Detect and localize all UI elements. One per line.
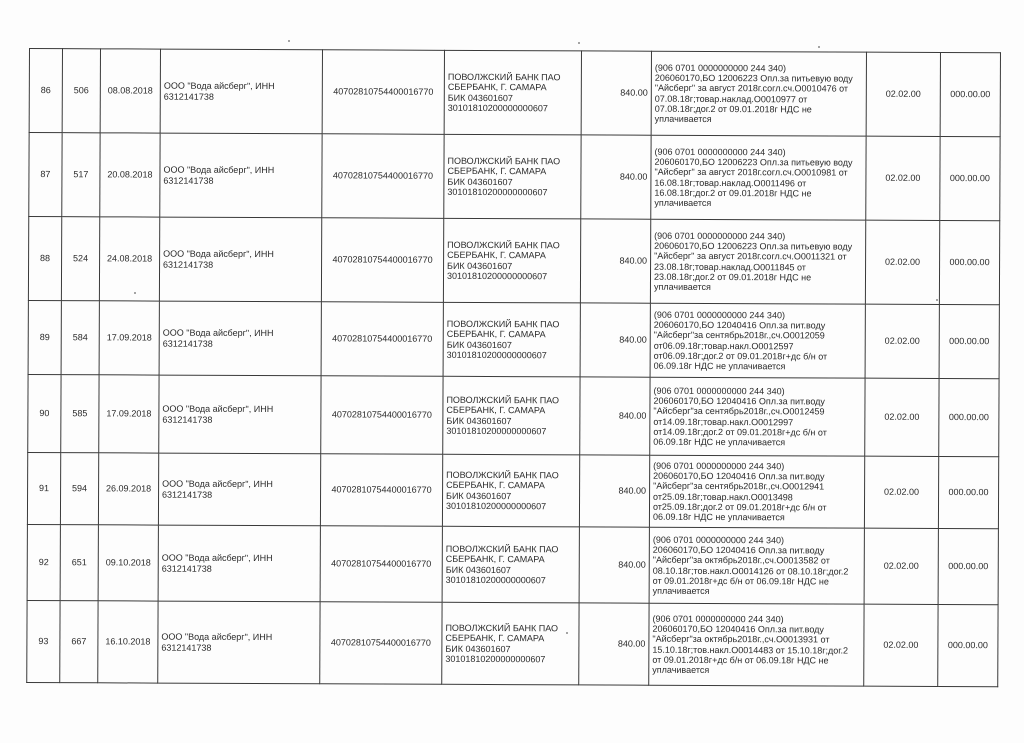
purpose-line: (906 0701 0000000000 244 340)	[654, 230, 786, 242]
table-row	[28, 300, 999, 378]
purpose-line: (906 0701 0000000000 244 340)	[654, 62, 787, 74]
document-number: 651	[60, 525, 98, 601]
account-number: 40702810754400016770	[320, 526, 442, 603]
purpose-line: 16.08.18г;дог.2 от 09.01.2018г НДС не	[654, 187, 812, 199]
payment-date: 17.09.2018	[99, 301, 159, 375]
payment-purpose	[649, 603, 864, 686]
secondary-code: 000.00.00	[940, 52, 1000, 136]
purpose-line: (906 0701 0000000000 244 340)	[653, 460, 785, 472]
payment-date: 09.10.2018	[98, 525, 158, 601]
payee-name: ООО "Вода айсберг", ИНН 6312141738	[160, 49, 322, 134]
payment-purpose	[650, 219, 865, 304]
scan-speck	[288, 40, 290, 42]
payment-date: 17.09.2018	[99, 375, 159, 453]
budget-code: 02.02.00	[865, 378, 939, 456]
scan-speck	[566, 632, 568, 634]
purpose-line: 206060170,БО 12040416 Опл.за пит.воду	[653, 395, 825, 407]
scan-speck	[578, 42, 580, 44]
purpose-line: 206060170,БО 12040416 Опл.за пит.воду	[653, 470, 825, 482]
payee-name: ООО "Вода айсберг", ИНН 6312141738	[159, 301, 321, 376]
bank-details	[443, 218, 580, 303]
budget-code: 02.02.00	[865, 220, 939, 304]
purpose-line: (906 0701 0000000000 244 340)	[654, 146, 786, 158]
payee-name: ООО "Вода айсберг", ИНН 6312141738	[159, 217, 321, 302]
row-number: 91	[27, 452, 60, 524]
purpose-line: (906 0701 0000000000 244 340)	[652, 613, 784, 625]
account-number: 40702810754400016770	[321, 302, 443, 377]
bank-details	[442, 454, 579, 527]
bank-details	[444, 134, 581, 219]
row-number: 86	[29, 49, 62, 133]
purpose-line: "Айсберг"за сентябрь2018г.,сч.О0012941	[653, 481, 825, 492]
bank-detail-line: 30101810200000000607	[446, 349, 547, 360]
purpose-line: уплачивается	[652, 664, 710, 675]
bank-detail-line: ПОВОЛЖСКИЙ БАНК ПАО	[447, 155, 561, 167]
secondary-code: 000.00.00	[939, 220, 999, 304]
table-body	[27, 49, 1001, 687]
bank-detail-line: СБЕРБАНК, Г. САМАРА	[447, 250, 546, 261]
row-number: 89	[28, 300, 61, 374]
bank-details	[442, 602, 579, 685]
purpose-line: от06.09.18г;товар.накл.О0012597	[653, 340, 794, 351]
bank-detail-line: 30101810200000000607	[447, 102, 548, 113]
bank-detail-line: БИК 043601607	[447, 176, 513, 187]
payment-date: 24.08.2018	[99, 217, 159, 301]
bank-detail-line: БИК 043601607	[447, 260, 513, 271]
purpose-line: 07.08.18г;дог.2 от 09.01.2018г НДС не	[654, 103, 812, 115]
bank-detail-line: СБЕРБАНК, Г. САМАРА	[446, 329, 546, 340]
account-number: 40702810754400016770	[321, 376, 443, 455]
bank-detail-line: ПОВОЛЖСКИЙ БАНК ПАО	[445, 543, 559, 555]
bank-detail-line: 30101810200000000607	[445, 653, 546, 664]
bank-detail-line: 30101810200000000607	[446, 270, 548, 281]
payment-purpose	[651, 51, 866, 136]
payment-date: 16.10.2018	[98, 601, 158, 683]
payment-purpose	[650, 303, 865, 378]
secondary-code: 000.00.00	[939, 378, 999, 456]
bank-details	[443, 302, 580, 377]
bank-detail-line: СБЕРБАНК, Г. САМАРА	[447, 166, 547, 177]
document-number: 594	[60, 453, 98, 525]
bank-details	[442, 526, 579, 603]
budget-code: 02.02.00	[864, 604, 938, 686]
purpose-line: от14.09.18г;товар.накл.О0012997	[653, 416, 794, 427]
bank-detail-line: ПОВОЛЖСКИЙ БАНК ПАО	[446, 394, 560, 406]
purpose-line: 06.09.18г НДС не уплачивается	[653, 436, 786, 448]
payment-date: 08.08.2018	[100, 49, 160, 133]
scan-speck	[818, 46, 820, 48]
bank-detail-line: БИК 043601607	[445, 643, 511, 654]
payment-purpose	[650, 377, 865, 456]
bank-detail-line: 30101810200000000607	[445, 500, 547, 511]
bank-detail-line: СБЕРБАНК, Г. САМАРА	[446, 480, 545, 491]
purpose-line: (906 0701 0000000000 244 340)	[652, 534, 785, 546]
payment-amount: 840.00	[581, 51, 651, 135]
bank-detail-line: СБЕРБАНК, Г. САМАРА	[445, 554, 545, 565]
purpose-line: "Айсберг"за октябрь2018г.,сч.О0013931 от	[652, 634, 830, 645]
document-number: 667	[60, 601, 98, 683]
bank-detail-line: 30101810200000000607	[445, 574, 546, 585]
purpose-line: 06.09.18г НДС не уплачивается	[652, 511, 785, 523]
purpose-line: 206060170,БО 12006223 Опл.за питьевую воду	[654, 72, 853, 84]
document-number: 517	[62, 133, 100, 217]
table-row	[29, 133, 1000, 221]
purpose-line: (906 0701 0000000000 244 340)	[653, 385, 785, 397]
purpose-line: 23.08.18г;товар.наклад.О0011845 от	[654, 261, 806, 272]
account-number: 40702810754400016770	[322, 50, 444, 135]
purpose-line: от06.09.18г;дог.2 от 09.01.2018г+дс б/н от	[653, 350, 828, 362]
table-row	[28, 217, 999, 305]
bank-detail-line: СБЕРБАНК, Г. САМАРА	[445, 633, 545, 644]
budget-code: 02.02.00	[866, 136, 940, 220]
row-number: 88	[28, 217, 61, 301]
secondary-code: 000.00.00	[938, 528, 998, 604]
bank-detail-line: БИК 043601607	[447, 92, 513, 103]
purpose-line: от25.09.18г;дог.2 от 09.01.2018г+дс б/н от	[652, 501, 827, 513]
table-row	[28, 374, 999, 456]
purpose-line: "Айсберг" за август 2018г.согл.сч.О0011321 от	[654, 251, 847, 262]
table-row	[29, 49, 1000, 137]
purpose-line: уплачивается	[654, 113, 712, 124]
purpose-line: 206060170,БО 12006223 Опл.за питьевую воду	[654, 240, 853, 252]
payments-table	[26, 48, 1001, 687]
row-number: 92	[27, 524, 60, 600]
payee-name: ООО "Вода айсберг", ИНН 6312141738	[159, 375, 321, 454]
purpose-line: от 09.01.2018г+дс б/н от 06.09.18г НДС не	[652, 654, 829, 666]
purpose-line: 206060170,БО 12006223 Опл.за питьевую воду	[654, 156, 853, 168]
account-number: 40702810754400016770	[321, 218, 443, 303]
payment-amount: 840.00	[579, 527, 649, 603]
bank-detail-line: БИК 043601607	[446, 415, 512, 426]
purpose-line: 06.09.18г НДС не уплачивается	[653, 360, 786, 372]
secondary-code: 000.00.00	[939, 304, 999, 378]
bank-detail-line: БИК 043601607	[446, 339, 512, 350]
secondary-code: 000.00.00	[938, 604, 998, 686]
bank-details	[444, 50, 581, 135]
table-row	[27, 452, 998, 528]
purpose-line: от14.09.18г;дог.2 от 09.01.2018г+дс б/н от	[653, 426, 827, 438]
table-row	[27, 524, 998, 604]
purpose-line: уплачивается	[654, 197, 712, 208]
bank-detail-line: 30101810200000000607	[447, 186, 548, 197]
bank-detail-line: ПОВОЛЖСКИЙ БАНК ПАО	[446, 318, 560, 330]
payment-amount: 840.00	[581, 135, 651, 219]
payment-amount: 840.00	[580, 303, 650, 377]
purpose-line: "Айсберг"за сентябрь2018г.,сч.О0012059	[653, 330, 825, 341]
purpose-line: 07.08.18г;товар.наклад.О0010977 от	[654, 93, 808, 104]
document-number: 584	[61, 301, 99, 375]
bank-detail-line: ПОВОЛЖСКИЙ БАНК ПАО	[446, 469, 559, 481]
budget-code: 02.02.00	[865, 304, 939, 378]
account-number: 40702810754400016770	[320, 454, 442, 527]
bank-detail-line: ПОВОЛЖСКИЙ БАНК ПАО	[447, 71, 561, 83]
purpose-line: уплачивается	[652, 585, 710, 596]
purpose-line: "Айсберг"за октябрь2018г.,сч.О0013582 от	[652, 555, 830, 566]
document-number: 506	[62, 49, 100, 133]
account-number: 40702810754400016770	[322, 134, 444, 219]
purpose-line: 206060170,БО 12040416 Опл.за пит.воду	[652, 544, 825, 556]
row-number: 87	[29, 133, 62, 217]
payment-amount: 840.00	[580, 219, 650, 303]
secondary-code: 000.00.00	[940, 136, 1000, 220]
budget-code: 02.02.00	[864, 456, 938, 528]
payment-amount: 840.00	[579, 603, 649, 685]
purpose-line: от25.09.18г;товар.накл.О0013498	[653, 491, 793, 502]
payment-purpose	[649, 455, 864, 528]
bank-detail-line: СБЕРБАНК, Г. САМАРА	[447, 82, 547, 93]
bank-details	[443, 376, 580, 455]
table-row	[27, 600, 998, 686]
scan-speck	[134, 292, 136, 294]
payment-amount: 840.00	[580, 377, 650, 455]
payee-name: ООО "Вода айсберг", ИНН 6312141738	[158, 453, 320, 526]
payment-purpose	[651, 135, 866, 220]
budget-code: 02.02.00	[864, 528, 938, 604]
payee-name: ООО "Вода айсберг", ИНН 6312141738	[158, 525, 320, 602]
budget-code: 02.02.00	[866, 52, 940, 136]
purpose-line: 15.10.18г;тов.накл.О0014483 от 15.10.18г;дог.2	[652, 644, 849, 656]
scan-speck	[936, 299, 938, 301]
payee-name: ООО "Вода айсберг", ИНН 6312141738	[160, 133, 322, 218]
bank-detail-line: ПОВОЛЖСКИЙ БАНК ПАО	[445, 622, 559, 634]
payment-date: 20.08.2018	[100, 133, 160, 217]
payment-purpose	[649, 527, 864, 604]
row-number: 90	[28, 374, 61, 452]
payment-date: 26.09.2018	[98, 453, 158, 525]
purpose-line: от 09.01.2018г+дс б/н от 06.09.18г НДС не	[652, 575, 829, 587]
account-number: 40702810754400016770	[320, 602, 442, 685]
purpose-line: "Айсберг" за август 2018г.согл.сч.О0010476 от	[654, 83, 849, 94]
purpose-line: 16.08.18г;товар.наклад.О0011496 от	[654, 177, 807, 188]
purpose-line: 08.10.18г;тов.накл.О0014126 от 08.10.18г;дог.2	[652, 565, 849, 577]
bank-detail-line: 30101810200000000607	[446, 425, 547, 436]
purpose-line: 206060170,БО 12040416 Опл.за пит.воду	[653, 319, 826, 331]
payment-amount: 840.00	[579, 455, 649, 527]
bank-detail-line: СБЕРБАНК, Г. САМАРА	[446, 405, 546, 416]
purpose-line: (906 0701 0000000000 244 340)	[653, 309, 785, 321]
document-number: 585	[61, 375, 99, 453]
row-number: 93	[27, 600, 60, 682]
purpose-line: уплачивается	[653, 281, 711, 292]
bank-detail-line: ПОВОЛЖСКИЙ БАНК ПАО	[447, 239, 560, 251]
purpose-line: "Айсберг" за август 2018г.согл.сч.О0010981 от	[654, 167, 848, 178]
document-number: 524	[61, 217, 99, 301]
purpose-line: 23.08.18г;дог.2 от 09.01.2018г НДС не	[653, 271, 812, 283]
secondary-code: 000.00.00	[938, 456, 998, 528]
bank-detail-line: БИК 043601607	[446, 490, 512, 501]
bank-detail-line: БИК 043601607	[445, 564, 511, 575]
purpose-line: 206060170,БО 12040416 Опл.за пит.воду	[652, 623, 824, 635]
payee-name: ООО "Вода айсберг", ИНН 6312141738	[158, 601, 320, 684]
purpose-line: "Айсберг"за сентябрь2018г.,сч.О0012459	[653, 406, 825, 417]
